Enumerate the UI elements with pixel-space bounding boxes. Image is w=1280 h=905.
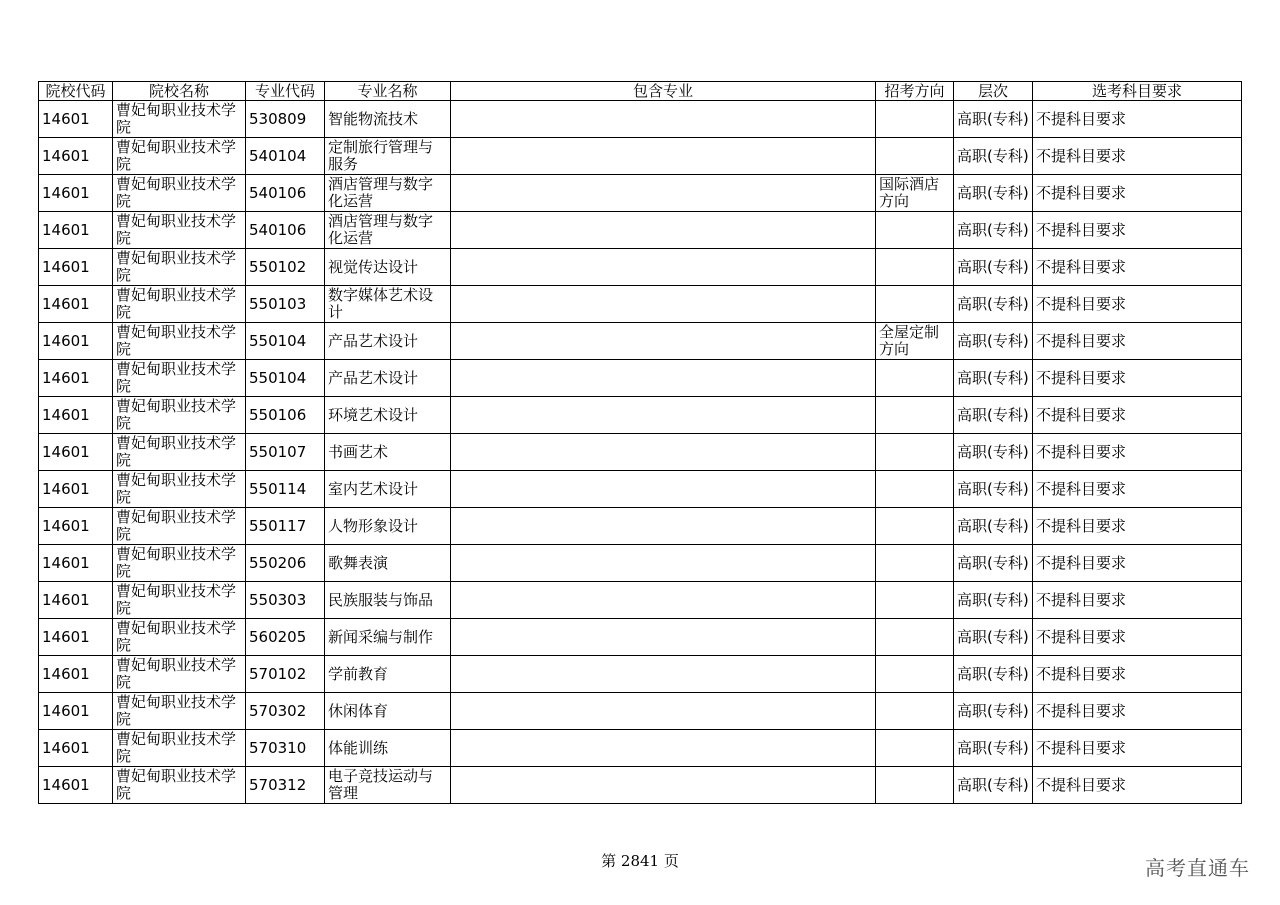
level-cell: 高职(专科) [954, 471, 1033, 508]
table-row [39, 101, 1242, 138]
header-level: 层次 [954, 82, 1033, 101]
included-majors-cell [451, 101, 876, 138]
direction-cell [876, 767, 954, 804]
direction-cell [876, 656, 954, 693]
major-code-cell: 570312 [246, 767, 325, 804]
school-code-cell: 14601 [39, 582, 113, 619]
table-row [39, 656, 1242, 693]
school-code-cell: 14601 [39, 508, 113, 545]
direction-cell [876, 286, 954, 323]
major-name-cell: 新闻采编与制作 [325, 619, 451, 656]
included-majors-cell [451, 360, 876, 397]
direction-cell [876, 619, 954, 656]
school-code-cell: 14601 [39, 656, 113, 693]
included-majors-cell [451, 212, 876, 249]
major-name-cell: 书画艺术 [325, 434, 451, 471]
table-row [39, 175, 1242, 212]
table-row [39, 619, 1242, 656]
level-cell: 高职(专科) [954, 175, 1033, 212]
level-cell: 高职(专科) [954, 434, 1033, 471]
table-row [39, 138, 1242, 175]
school-code-cell: 14601 [39, 693, 113, 730]
major-name-cell: 歌舞表演 [325, 545, 451, 582]
major-name-cell: 酒店管理与数字化运营 [325, 175, 451, 212]
major-name-cell: 电子竞技运动与管理 [325, 767, 451, 804]
header-school-code: 院校代码 [39, 82, 113, 101]
major-code-cell: 550104 [246, 323, 325, 360]
included-majors-cell [451, 656, 876, 693]
included-majors-cell [451, 138, 876, 175]
level-cell: 高职(专科) [954, 767, 1033, 804]
major-name-cell: 学前教育 [325, 656, 451, 693]
school-code-cell: 14601 [39, 323, 113, 360]
table-row [39, 434, 1242, 471]
direction-cell [876, 249, 954, 286]
included-majors-cell [451, 582, 876, 619]
direction-cell [876, 397, 954, 434]
included-majors-cell [451, 471, 876, 508]
level-cell: 高职(专科) [954, 693, 1033, 730]
subject-requirement-cell: 不提科目要求 [1033, 471, 1242, 508]
subject-requirement-cell: 不提科目要求 [1033, 582, 1242, 619]
school-code-cell: 14601 [39, 212, 113, 249]
subject-requirement-cell: 不提科目要求 [1033, 545, 1242, 582]
included-majors-cell [451, 397, 876, 434]
admission-table-container [38, 81, 1241, 804]
subject-requirement-cell: 不提科目要求 [1033, 249, 1242, 286]
subject-requirement-cell: 不提科目要求 [1033, 434, 1242, 471]
included-majors-cell [451, 249, 876, 286]
major-code-cell: 570302 [246, 693, 325, 730]
level-cell: 高职(专科) [954, 508, 1033, 545]
school-name-cell: 曹妃甸职业技术学院 [113, 619, 246, 656]
included-majors-cell [451, 175, 876, 212]
included-majors-cell [451, 693, 876, 730]
table-row [39, 249, 1242, 286]
subject-requirement-cell: 不提科目要求 [1033, 767, 1242, 804]
subject-requirement-cell: 不提科目要求 [1033, 360, 1242, 397]
direction-cell [876, 434, 954, 471]
school-name-cell: 曹妃甸职业技术学院 [113, 730, 246, 767]
school-code-cell: 14601 [39, 138, 113, 175]
subject-requirement-cell: 不提科目要求 [1033, 730, 1242, 767]
header-school-name: 院校名称 [113, 82, 246, 101]
watermark-text: 高考直通车 [1145, 856, 1250, 880]
direction-cell [876, 582, 954, 619]
direction-cell: 全屋定制方向 [876, 323, 954, 360]
major-code-cell: 540104 [246, 138, 325, 175]
major-code-cell: 570310 [246, 730, 325, 767]
header-major-name: 专业名称 [325, 82, 451, 101]
table-row [39, 767, 1242, 804]
level-cell: 高职(专科) [954, 212, 1033, 249]
level-cell: 高职(专科) [954, 360, 1033, 397]
school-code-cell: 14601 [39, 249, 113, 286]
level-cell: 高职(专科) [954, 249, 1033, 286]
level-cell: 高职(专科) [954, 656, 1033, 693]
major-name-cell: 室内艺术设计 [325, 471, 451, 508]
school-code-cell: 14601 [39, 619, 113, 656]
major-code-cell: 540106 [246, 175, 325, 212]
table-row [39, 397, 1242, 434]
school-name-cell: 曹妃甸职业技术学院 [113, 397, 246, 434]
major-code-cell: 570102 [246, 656, 325, 693]
school-code-cell: 14601 [39, 101, 113, 138]
major-name-cell: 智能物流技术 [325, 101, 451, 138]
school-name-cell: 曹妃甸职业技术学院 [113, 286, 246, 323]
included-majors-cell [451, 286, 876, 323]
major-code-cell: 530809 [246, 101, 325, 138]
table-row [39, 693, 1242, 730]
subject-requirement-cell: 不提科目要求 [1033, 212, 1242, 249]
table-header [39, 82, 1242, 101]
school-name-cell: 曹妃甸职业技术学院 [113, 175, 246, 212]
major-code-cell: 550104 [246, 360, 325, 397]
major-name-cell: 民族服装与饰品 [325, 582, 451, 619]
school-code-cell: 14601 [39, 767, 113, 804]
table-row [39, 730, 1242, 767]
direction-cell [876, 360, 954, 397]
direction-cell [876, 138, 954, 175]
page-number: 第 2841 页 [601, 852, 679, 870]
major-name-cell: 产品艺术设计 [325, 360, 451, 397]
included-majors-cell [451, 323, 876, 360]
header-direction: 招考方向 [876, 82, 954, 101]
school-name-cell: 曹妃甸职业技术学院 [113, 101, 246, 138]
school-name-cell: 曹妃甸职业技术学院 [113, 508, 246, 545]
table-row [39, 545, 1242, 582]
header-row [39, 82, 1242, 101]
school-name-cell: 曹妃甸职业技术学院 [113, 323, 246, 360]
level-cell: 高职(专科) [954, 138, 1033, 175]
major-name-cell: 视觉传达设计 [325, 249, 451, 286]
school-code-cell: 14601 [39, 175, 113, 212]
school-code-cell: 14601 [39, 471, 113, 508]
school-code-cell: 14601 [39, 397, 113, 434]
major-code-cell: 550103 [246, 286, 325, 323]
included-majors-cell [451, 434, 876, 471]
major-name-cell: 产品艺术设计 [325, 323, 451, 360]
school-name-cell: 曹妃甸职业技术学院 [113, 471, 246, 508]
school-name-cell: 曹妃甸职业技术学院 [113, 360, 246, 397]
school-name-cell: 曹妃甸职业技术学院 [113, 545, 246, 582]
major-code-cell: 550107 [246, 434, 325, 471]
direction-cell [876, 471, 954, 508]
school-name-cell: 曹妃甸职业技术学院 [113, 138, 246, 175]
school-name-cell: 曹妃甸职业技术学院 [113, 249, 246, 286]
table-row [39, 582, 1242, 619]
school-code-cell: 14601 [39, 434, 113, 471]
school-name-cell: 曹妃甸职业技术学院 [113, 212, 246, 249]
subject-requirement-cell: 不提科目要求 [1033, 286, 1242, 323]
table-body [39, 101, 1242, 804]
subject-requirement-cell: 不提科目要求 [1033, 656, 1242, 693]
major-code-cell: 560205 [246, 619, 325, 656]
level-cell: 高职(专科) [954, 730, 1033, 767]
school-code-cell: 14601 [39, 286, 113, 323]
included-majors-cell [451, 730, 876, 767]
level-cell: 高职(专科) [954, 323, 1033, 360]
major-code-cell: 550117 [246, 508, 325, 545]
subject-requirement-cell: 不提科目要求 [1033, 323, 1242, 360]
subject-requirement-cell: 不提科目要求 [1033, 693, 1242, 730]
school-name-cell: 曹妃甸职业技术学院 [113, 693, 246, 730]
major-name-cell: 定制旅行管理与服务 [325, 138, 451, 175]
included-majors-cell [451, 619, 876, 656]
subject-requirement-cell: 不提科目要求 [1033, 619, 1242, 656]
school-code-cell: 14601 [39, 545, 113, 582]
level-cell: 高职(专科) [954, 545, 1033, 582]
header-included-majors: 包含专业 [451, 82, 876, 101]
major-code-cell: 550106 [246, 397, 325, 434]
header-major-code: 专业代码 [246, 82, 325, 101]
major-name-cell: 体能训练 [325, 730, 451, 767]
school-name-cell: 曹妃甸职业技术学院 [113, 656, 246, 693]
direction-cell: 国际酒店方向 [876, 175, 954, 212]
table-row [39, 471, 1242, 508]
major-name-cell: 人物形象设计 [325, 508, 451, 545]
table-row [39, 212, 1242, 249]
table-row [39, 360, 1242, 397]
school-name-cell: 曹妃甸职业技术学院 [113, 767, 246, 804]
direction-cell [876, 212, 954, 249]
subject-requirement-cell: 不提科目要求 [1033, 101, 1242, 138]
level-cell: 高职(专科) [954, 582, 1033, 619]
level-cell: 高职(专科) [954, 101, 1033, 138]
major-name-cell: 数字媒体艺术设计 [325, 286, 451, 323]
included-majors-cell [451, 545, 876, 582]
admission-table [38, 81, 1242, 804]
direction-cell [876, 101, 954, 138]
subject-requirement-cell: 不提科目要求 [1033, 508, 1242, 545]
major-code-cell: 550206 [246, 545, 325, 582]
subject-requirement-cell: 不提科目要求 [1033, 397, 1242, 434]
direction-cell [876, 545, 954, 582]
table-row [39, 508, 1242, 545]
direction-cell [876, 508, 954, 545]
header-subject-requirement: 选考科目要求 [1033, 82, 1242, 101]
major-code-cell: 550114 [246, 471, 325, 508]
major-name-cell: 酒店管理与数字化运营 [325, 212, 451, 249]
major-name-cell: 休闲体育 [325, 693, 451, 730]
table-row [39, 286, 1242, 323]
school-code-cell: 14601 [39, 730, 113, 767]
major-name-cell: 环境艺术设计 [325, 397, 451, 434]
direction-cell [876, 730, 954, 767]
subject-requirement-cell: 不提科目要求 [1033, 138, 1242, 175]
table-row [39, 323, 1242, 360]
major-code-cell: 550102 [246, 249, 325, 286]
major-code-cell: 540106 [246, 212, 325, 249]
school-name-cell: 曹妃甸职业技术学院 [113, 434, 246, 471]
level-cell: 高职(专科) [954, 286, 1033, 323]
level-cell: 高职(专科) [954, 397, 1033, 434]
level-cell: 高职(专科) [954, 619, 1033, 656]
included-majors-cell [451, 508, 876, 545]
subject-requirement-cell: 不提科目要求 [1033, 175, 1242, 212]
school-name-cell: 曹妃甸职业技术学院 [113, 582, 246, 619]
direction-cell [876, 693, 954, 730]
school-code-cell: 14601 [39, 360, 113, 397]
included-majors-cell [451, 767, 876, 804]
major-code-cell: 550303 [246, 582, 325, 619]
